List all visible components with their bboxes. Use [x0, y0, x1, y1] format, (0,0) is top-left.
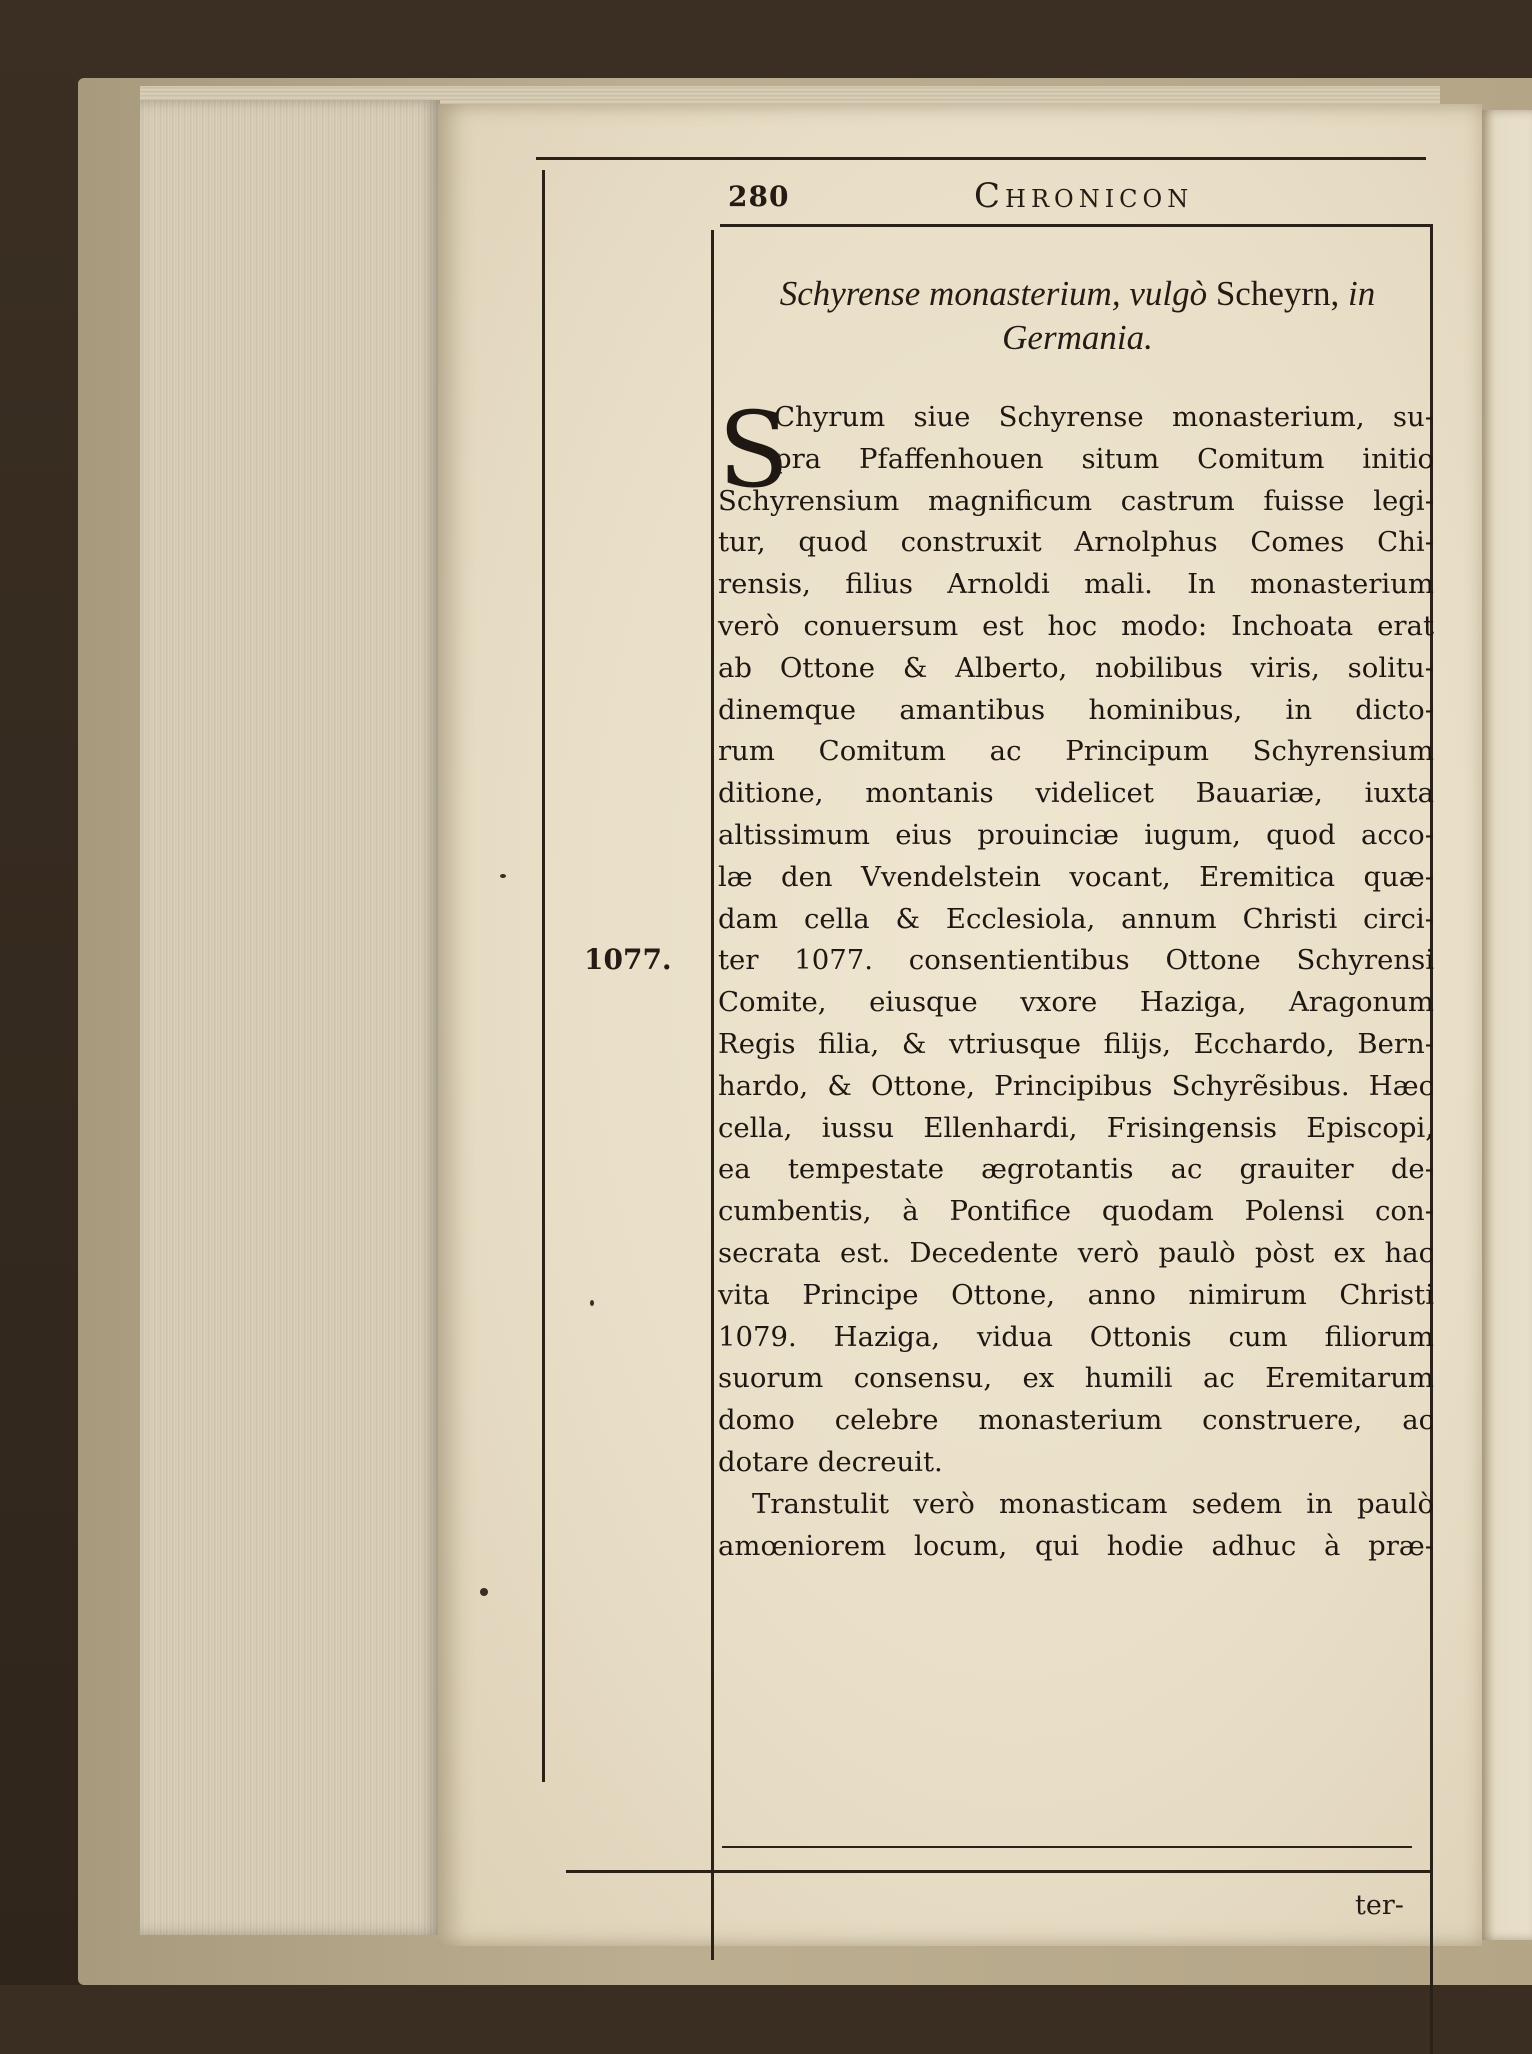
text-line: Comite, eiusque vxore Haziga, Aragonum: [718, 986, 1434, 1019]
text-line: cella, iussu Ellenhardi, Frisingensis Episcopi,: [718, 1111, 1434, 1144]
text-line: Regis filia, & vtriusque filijs, Ecchardo, Bern-: [718, 1027, 1434, 1060]
text-line: rensis, filius Arnoldi mali. In monasterium: [718, 568, 1434, 601]
text-line: ter 1077. consentientibus Ottone Schyrensi: [718, 944, 1434, 977]
text-line: dotare decreuit.: [718, 1445, 943, 1478]
bottom-rule: [566, 1870, 1432, 1873]
text-line: ab Ottone & Alberto, nobilibus viris, solitu-: [718, 651, 1434, 684]
text-line: dam cella & Ecclesiola, annum Christi circi-: [718, 902, 1434, 935]
text-line: secrata est. Decedente verò paulò pòst ex hac: [718, 1236, 1434, 1269]
top-rule: [536, 157, 1426, 160]
text-line: hardo, & Ottone, Principibus Schyrẽsibus. Hæc: [718, 1069, 1434, 1102]
text-line: ditione, montanis videlicet Bauariæ, iuxta: [718, 777, 1434, 810]
page-edges-side: [140, 100, 440, 1935]
text-line: domo celebre monasterium construere, ac: [718, 1404, 1434, 1437]
text-line: amœniorem locum, qui hodie adhuc à præ-: [718, 1529, 1434, 1562]
heading-italic-end: in: [1348, 274, 1376, 313]
text-line: dinemque amantibus hominibus, in dicto-: [718, 693, 1434, 726]
text-line: rum Comitum ac Principum Schyrensium: [718, 735, 1434, 768]
paper-speck: [500, 874, 506, 878]
inner-left-rule: [711, 230, 714, 1960]
text-line: ea tempestate ægrotantis ac grauiter de-: [718, 1153, 1434, 1186]
text-line: læ den Vvendelstein vocant, Eremitica quæ-: [718, 860, 1434, 893]
page-number: 280: [728, 180, 790, 213]
heading-italic-part: Schyrense monasterium, vulgò: [779, 274, 1208, 313]
body-text: [718, 389, 1434, 1567]
text-line: pra Pfaffenhouen situm Comitum initio: [774, 442, 1434, 475]
heading-roman-part: Scheyrn,: [1215, 274, 1340, 313]
margin-year-note: 1077.: [584, 943, 672, 976]
running-title: Chronicon: [974, 176, 1194, 216]
text-line: Transtulit verò monasticam sedem in paulò: [752, 1487, 1434, 1520]
paper-speck: [480, 1588, 488, 1596]
text-line: 1079. Haziga, vidua Ottonis cum filiorum: [718, 1320, 1434, 1353]
text-line: altissimum eius prouinciæ iugum, quod acco-: [718, 818, 1434, 851]
text-line: cumbentis, à Pontifice quodam Polensi con-: [718, 1195, 1434, 1228]
text-line: Schyrensium magnificum castrum fuisse legi-: [718, 484, 1434, 517]
paper-speck: [590, 1300, 594, 1306]
drop-cap: S: [718, 389, 790, 511]
section-heading-line-1: [725, 272, 1430, 316]
text-line: vita Principe Ottone, anno nimirum Christi: [718, 1278, 1434, 1311]
facing-page-edge: [1480, 110, 1532, 1940]
running-head: [728, 176, 1428, 226]
outer-left-rule: [542, 170, 545, 1782]
text-line: tur, quod construxit Arnolphus Comes Chi-: [718, 526, 1434, 559]
text-line: Chyrum siue Schyrense monasterium, su-: [774, 401, 1434, 433]
text-line: suorum consensu, ex humili ac Eremitarum: [718, 1362, 1434, 1395]
catchword: ter-: [1355, 1890, 1404, 1921]
section-heading-line-2: Germania.: [1002, 318, 1153, 357]
text-line: verò conuersum est hoc modo: Inchoata erat: [718, 609, 1434, 642]
section-heading: [725, 272, 1430, 360]
text-bottom-rule: [722, 1846, 1412, 1848]
